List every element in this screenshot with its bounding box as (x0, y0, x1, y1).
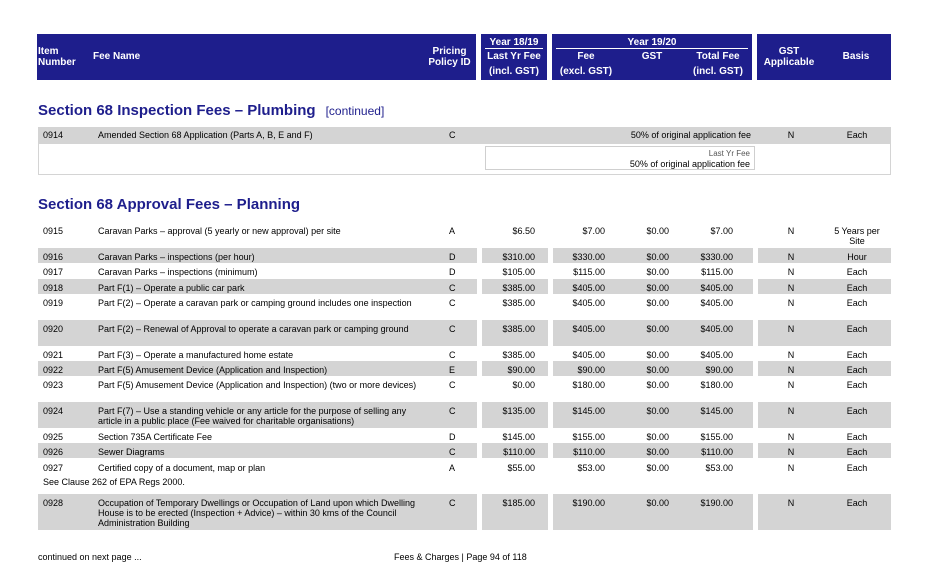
footer-page-number: Fees & Charges | Page 94 of 118 (394, 552, 527, 562)
table-row (38, 443, 891, 458)
cell-ga: N (787, 283, 795, 293)
cell-fee: $115.00 (573, 267, 605, 277)
cell-gst: $0.00 (646, 267, 669, 277)
cell-gst: $0.00 (646, 406, 669, 416)
table-row (38, 248, 891, 263)
column-gap (548, 361, 553, 376)
cell-name: Certified copy of a document, map or plan (98, 463, 266, 473)
cell-total: $330.00 (700, 252, 733, 262)
cell-pp: C (449, 324, 456, 334)
cell-total: $405.00 (700, 298, 733, 308)
cell-ly: $385.00 (502, 324, 535, 334)
column-gap (477, 279, 482, 294)
table-header (37, 34, 891, 80)
cell-fee: $155.00 (572, 432, 605, 442)
cell-gst: $0.00 (646, 350, 669, 360)
header-item-number: Item Number (38, 46, 76, 68)
cell-ga: N (787, 350, 795, 360)
cell-basis: Each (846, 283, 868, 293)
cell-basis: Each (846, 324, 868, 334)
header-basis: Basis (842, 51, 870, 62)
cell-ly: $0.00 (512, 380, 535, 390)
cell-total: $7.00 (710, 226, 733, 236)
cell-gst: $0.00 (646, 432, 669, 442)
cell-fee: $330.00 (572, 252, 605, 262)
header-total-fee: Total Fee (incl. GST) (693, 51, 743, 77)
column-gap (548, 494, 553, 530)
cell-fee: $405.00 (572, 283, 605, 293)
cell-fee: $53.00 (577, 463, 605, 473)
cell-basis: 5 Years per Site (834, 226, 880, 246)
column-gap (753, 320, 758, 346)
cell-fee: $405.00 (572, 324, 605, 334)
cell-total: $53.00 (705, 463, 733, 473)
column-gap (753, 494, 758, 530)
cell-num: 0928 (43, 498, 64, 508)
table-row (38, 279, 891, 294)
table-row (38, 361, 891, 376)
cell-num: 0926 (43, 447, 64, 457)
cell-fee: $190.00 (572, 498, 605, 508)
table-row (38, 222, 891, 248)
header-fee-name: Fee Name (93, 51, 141, 62)
column-gap (477, 443, 482, 458)
cell-fee: $145.00 (572, 406, 605, 416)
cell-ga: N (787, 463, 795, 473)
cell-name: Caravan Parks – approval (5 yearly or new approval) per site (98, 226, 341, 236)
cell-gst: $0.00 (646, 463, 669, 473)
table-row (38, 263, 891, 278)
cell-ly: $385.00 (502, 283, 535, 293)
cell-gst: $0.00 (646, 324, 669, 334)
column-gap (548, 248, 553, 263)
cell-ly: $185.00 (502, 498, 535, 508)
cell-ga: N (787, 406, 795, 416)
cell-ga: N (787, 498, 795, 508)
cell-pp: C (449, 406, 456, 416)
column-gap (548, 279, 553, 294)
cell-pp: D (449, 252, 456, 262)
column-gap (477, 320, 482, 346)
cell-name: Part F(2) – Operate a caravan park or camping ground includes one inspection (98, 298, 412, 308)
table-row (38, 376, 891, 402)
cell-pp: E (449, 365, 456, 375)
section-title-planning: Section 68 Approval Fees – Planning (38, 196, 301, 213)
header-year-1920: Year 19/20 (556, 37, 748, 49)
cell-gst: $0.00 (646, 283, 669, 293)
table-row (38, 459, 891, 474)
cell-total: $90.00 (705, 365, 733, 375)
cell-basis: Each (846, 267, 868, 277)
cell-total: $405.00 (700, 324, 733, 334)
clause-note: See Clause 262 of EPA Regs 2000. (43, 477, 185, 487)
cell-total: $145.00 (700, 406, 733, 416)
cell-name: Occupation of Temporary Dwellings or Occupation of Land upon which Dwelling House is to be erected (Inspection + Advice) – within 30 kms of the Council Administration Building (98, 498, 416, 528)
column-gap (753, 443, 758, 458)
cell-ga: N (787, 380, 795, 390)
cell-pp: C (449, 283, 456, 293)
cell-ly: $55.00 (507, 463, 535, 473)
cell-name: Part F(7) – Use a standing vehicle or any article for the purpose of selling any article in a public place (Fee waived for charitable organisations) (98, 406, 407, 426)
cell-pp: C (449, 498, 456, 508)
cell-ly: $105.00 (502, 267, 535, 277)
cell-num: 0923 (43, 380, 64, 390)
cell-basis: Each (846, 406, 868, 416)
cell-name: Part F(1) – Operate a public car park (98, 283, 245, 293)
cell-total: $405.00 (700, 283, 733, 293)
cell-basis: Each (846, 380, 868, 390)
table-row (38, 346, 891, 361)
cell-pp: D (449, 432, 456, 442)
cell-total: $110.00 (701, 447, 733, 457)
cell-fee: $405.00 (572, 298, 605, 308)
column-gap (548, 320, 553, 346)
header-last-yr-fee: Last Yr Fee (incl. GST) (487, 51, 541, 77)
cell-basis: Hour (847, 252, 867, 262)
cell-num: 0918 (43, 283, 64, 293)
cell-basis: Each (846, 498, 868, 508)
section-title-plumbing: Section 68 Inspection Fees – Plumbing [continued] (38, 102, 385, 119)
cell-num: 0921 (43, 350, 64, 360)
cell-num: 0925 (43, 432, 64, 442)
cell-name: Caravan Parks – inspections (minimum) (98, 267, 258, 277)
cell-name: Part F(5) Amusement Device (Application and Inspection) (98, 365, 328, 375)
cell-ga: N (787, 226, 795, 236)
cell-num: 0924 (43, 406, 64, 416)
cell-pp: A (449, 226, 456, 236)
cell-num: 0920 (43, 324, 64, 334)
cell-gst: $0.00 (646, 298, 669, 308)
cell-num: 0917 (43, 267, 64, 277)
cell-ga: N (787, 267, 795, 277)
cell-basis: Each (846, 350, 868, 360)
column-gap (477, 494, 482, 530)
cell-num: 0915 (43, 226, 64, 236)
cell-pp: A (449, 463, 456, 473)
cell-ly: $110.00 (503, 447, 535, 457)
cell-name: Part F(3) – Operate a manufactured home estate (98, 350, 294, 360)
cell-gst: $0.00 (646, 226, 669, 236)
cell-fee: $90.00 (577, 365, 605, 375)
cell-ly: $385.00 (502, 350, 535, 360)
cell-pp: C (449, 447, 456, 457)
cell-ga: N (787, 432, 795, 442)
cell-total: $190.00 (700, 498, 733, 508)
cell-ga: N (787, 447, 795, 457)
table-row (38, 402, 891, 428)
table-row (38, 320, 891, 346)
cell-num: 0919 (43, 298, 64, 308)
column-gap (753, 279, 758, 294)
header-pricing-policy: Pricing Policy ID (428, 46, 471, 68)
fee-text: 50% of original application fee (630, 130, 751, 140)
continued-label: [continued] (325, 104, 385, 118)
cell-gst: $0.00 (646, 498, 669, 508)
cell-fee: $110.00 (573, 447, 605, 457)
cell-gst: $0.00 (646, 447, 669, 457)
cell-gst: $0.00 (646, 252, 669, 262)
footer-continued: continued on next page ... (38, 552, 142, 562)
cell-ly: $135.00 (502, 406, 535, 416)
column-gap (477, 248, 482, 263)
cell-basis: Each (846, 432, 868, 442)
cell-total: $180.00 (700, 380, 733, 390)
cell-gst: $0.00 (646, 380, 669, 390)
cell-total: $405.00 (700, 350, 733, 360)
cell-ly: $385.00 (502, 298, 535, 308)
table-row (38, 294, 891, 320)
cell-total: $115.00 (701, 267, 733, 277)
table-row: 0914 Amended Section 68 Application (Parts A, B, E and F) C 50% of original application fee N Each (38, 127, 891, 143)
cell-ga: N (787, 298, 795, 308)
cell-basis: Each (846, 463, 868, 473)
cell-ga: N (787, 365, 795, 375)
column-gap (477, 402, 482, 428)
header-gst: GST (641, 51, 663, 62)
column-gap (753, 361, 758, 376)
cell-pp: D (449, 267, 456, 277)
cell-ly: $145.00 (502, 432, 535, 442)
cell-pp: C (449, 380, 456, 390)
cell-fee: $7.00 (582, 226, 605, 236)
cell-name: Section 735A Certificate Fee (98, 432, 213, 442)
cell-fee: $405.00 (572, 350, 605, 360)
column-gap (548, 443, 553, 458)
cell-ga: N (787, 252, 795, 262)
cell-fee: $180.00 (572, 380, 605, 390)
cell-pp: C (449, 298, 456, 308)
cell-basis: Each (846, 447, 868, 457)
cell-ga: N (787, 324, 795, 334)
cell-name: Part F(5) Amusement Device (Application and Inspection) (two or more devices) (98, 380, 417, 390)
cell-name: Caravan Parks – inspections (per hour) (98, 252, 255, 262)
cell-pp: C (449, 350, 456, 360)
column-gap (753, 402, 758, 428)
cell-name: Part F(2) – Renewal of Approval to operate a caravan park or camping ground (98, 324, 409, 334)
cell-ly: $6.50 (512, 226, 535, 236)
cell-ly: $90.00 (507, 365, 535, 375)
last-year-box: Last Yr Fee 50% of original application fee (485, 146, 755, 170)
cell-total: $155.00 (700, 432, 733, 442)
column-gap (548, 402, 553, 428)
last-year-row (38, 143, 891, 175)
header-gst-applicable: GST Applicable (763, 46, 815, 68)
table-row (38, 428, 891, 443)
cell-ly: $310.00 (502, 252, 535, 262)
table-row (38, 494, 891, 530)
column-gap (477, 361, 482, 376)
header-year-1819: Year 18/19 (485, 37, 543, 49)
cell-name: Sewer Diagrams (98, 447, 165, 457)
header-fee: Fee (excl. GST) (559, 51, 613, 77)
cell-gst: $0.00 (646, 365, 669, 375)
cell-num: 0922 (43, 365, 64, 375)
column-gap (753, 248, 758, 263)
cell-num: 0927 (43, 463, 64, 473)
cell-num: 0916 (43, 252, 64, 262)
cell-basis: Each (846, 365, 868, 375)
cell-basis: Each (846, 298, 868, 308)
